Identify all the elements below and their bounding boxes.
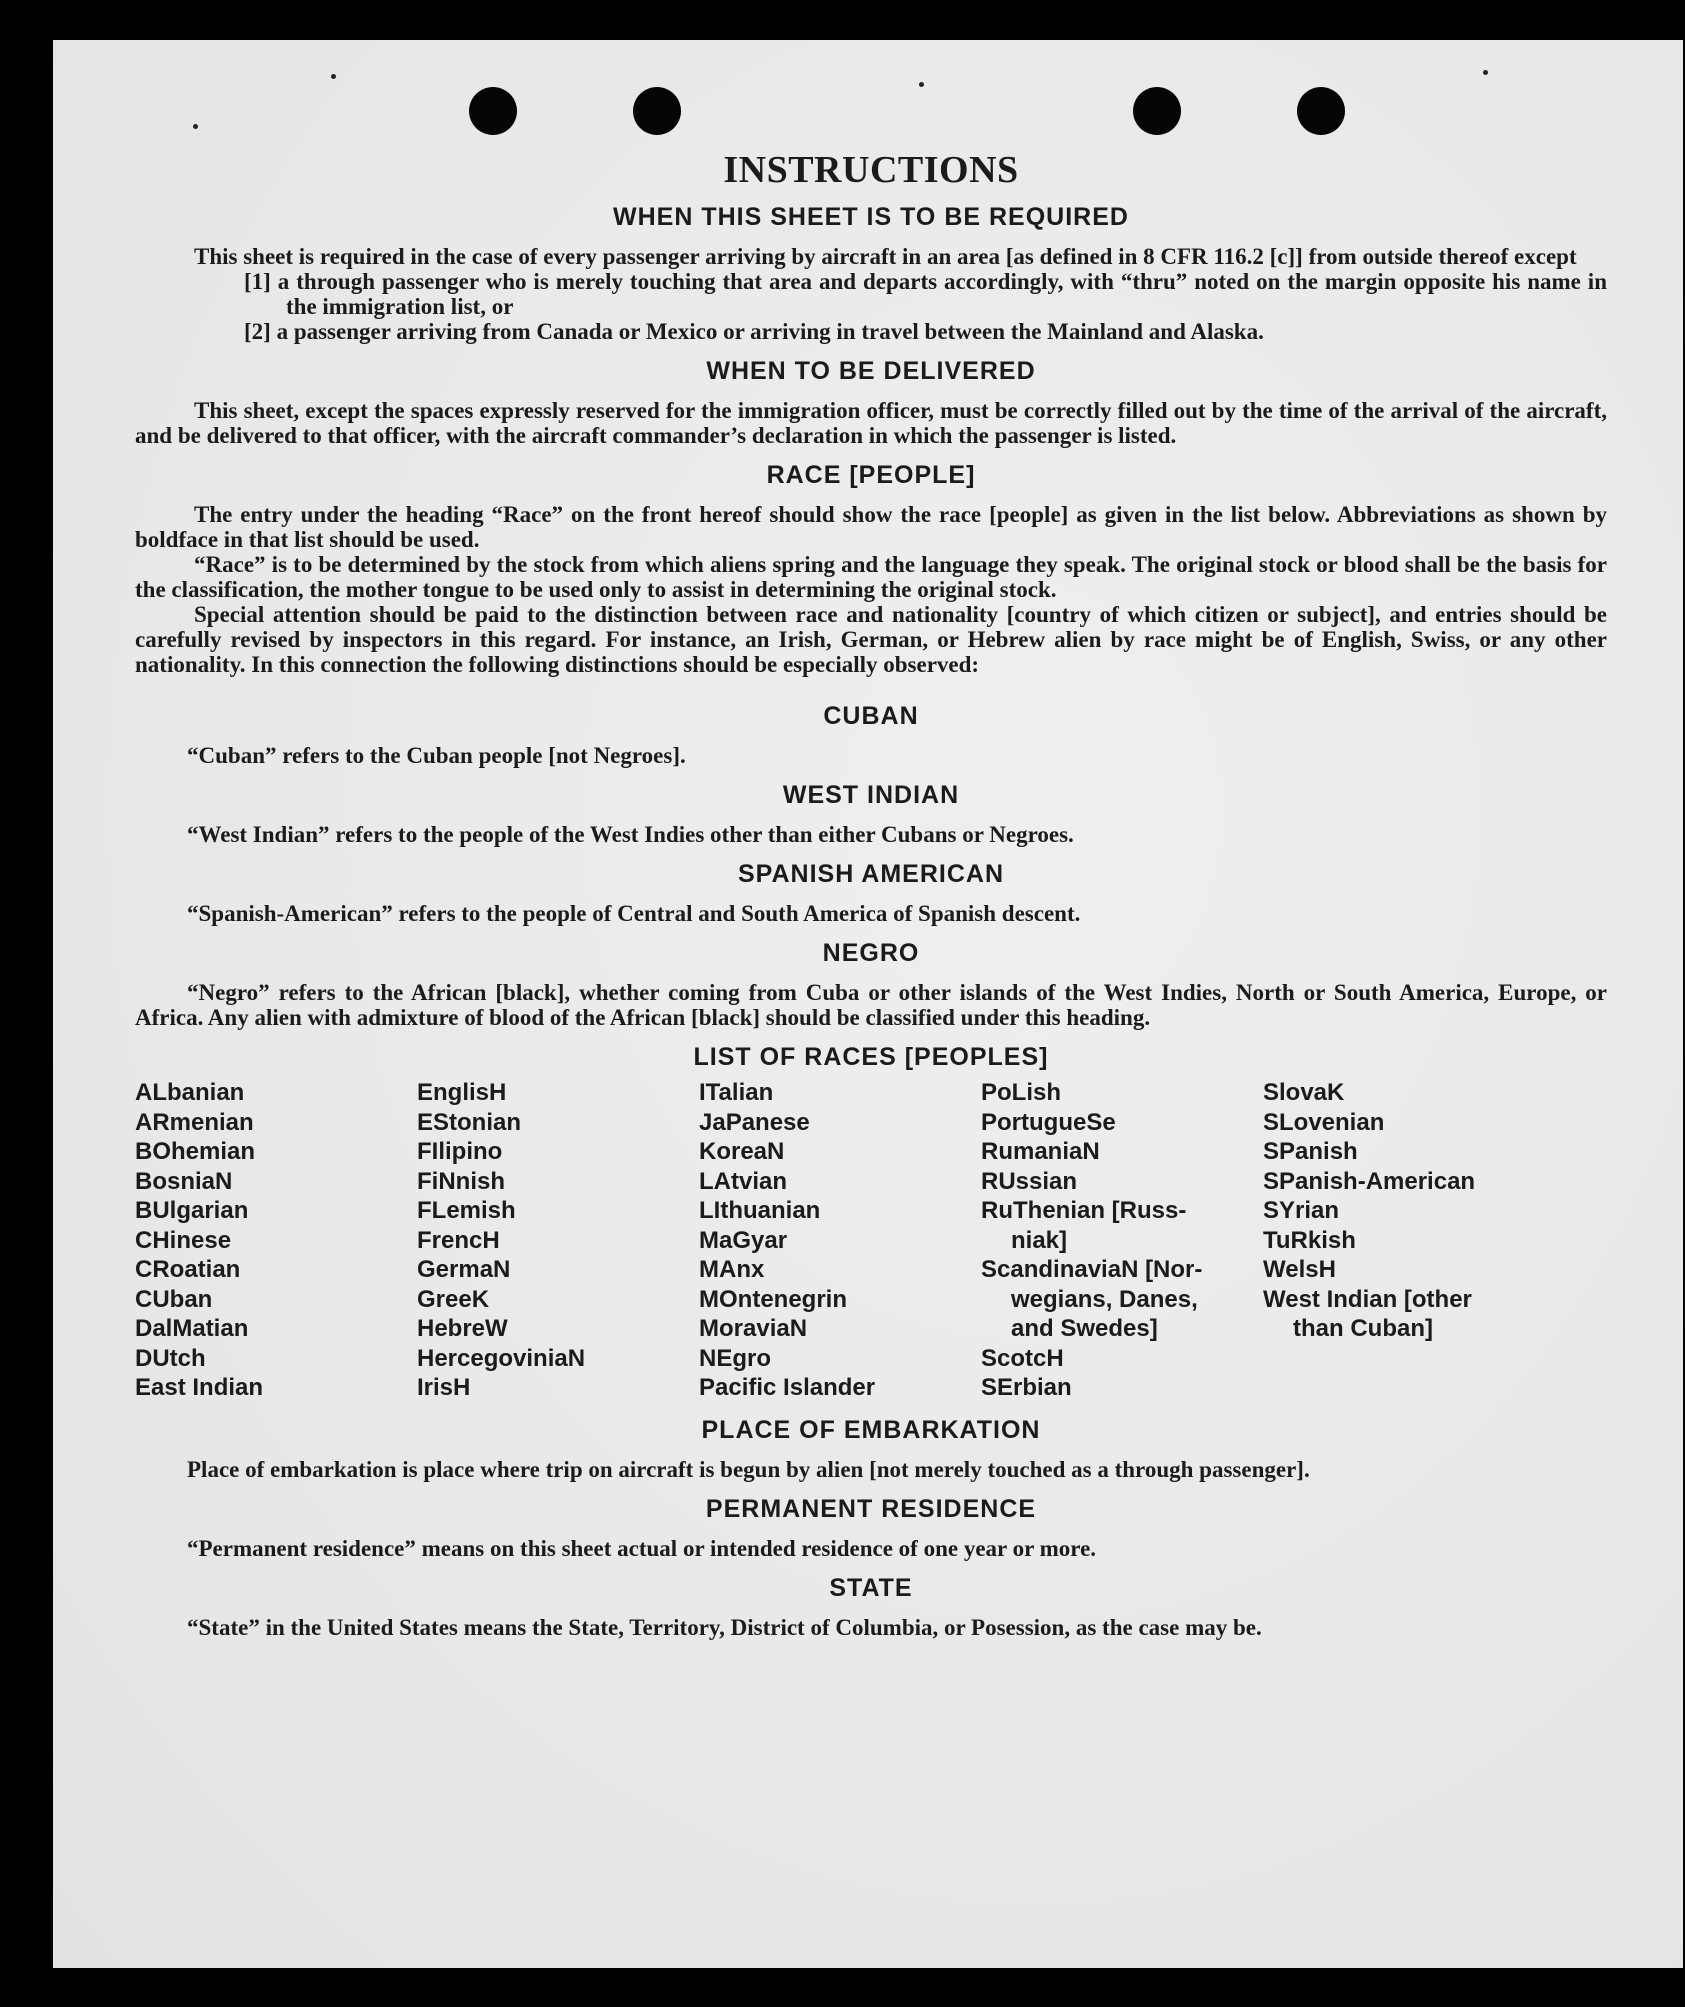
race-item: FiNnish xyxy=(417,1167,505,1195)
heading-embarkation: PLACE OF EMBARKATION xyxy=(701,1415,1041,1444)
punch-hole xyxy=(469,87,517,135)
race-paragraph-1: The entry under the heading “Race” on the front hereof should show the race [people] as given in the list below. Abbreviations as shown by boldface in that list should be used. xyxy=(135,502,1607,552)
heading-list-of-races: LIST OF RACES [PEOPLES] xyxy=(693,1043,1049,1071)
race-item: East Indian xyxy=(135,1374,264,1401)
race-item: wegians, Danes, xyxy=(1011,1285,1198,1313)
race-item: ARmenian xyxy=(135,1108,254,1136)
race-item: BUlgarian xyxy=(135,1197,249,1224)
west-indian-text: “West Indian” refers to the people of the West Indies other than either Cubans or Negroes. xyxy=(187,822,1074,847)
delivered-text: This sheet, except the spaces expressly reserved for the immigration officer, must be correctly filled out by the time of the arrival of the aircraft, and be delivered to that officer, with the aircraft commander’s declaration in which the passenger is listed. xyxy=(135,398,1607,448)
heading-west-indian: WEST INDIAN xyxy=(782,781,960,809)
race-item: Pacific Islander xyxy=(699,1374,876,1401)
state-text: “State” in the United States means the State, Territory, District of Columbia, or Posession, as the case may be. xyxy=(187,1614,1262,1640)
race-item: ScotcH xyxy=(981,1344,1064,1372)
race-item: GermaN xyxy=(417,1256,511,1283)
paper-speck xyxy=(1483,70,1488,75)
document-page xyxy=(53,40,1683,1968)
heading-spanish-american: SPANISH AMERICAN xyxy=(737,860,1004,888)
cuban-text: “Cuban” refers to the Cuban people [not Negroes]. xyxy=(187,743,686,768)
race-item: LIthuanian xyxy=(699,1197,821,1224)
page-title: INSTRUCTIONS xyxy=(723,149,1019,191)
race-item: PoLish xyxy=(981,1079,1062,1106)
race-item: CHinese xyxy=(135,1226,232,1254)
race-item: EnglisH xyxy=(417,1079,507,1106)
race-item: CUban xyxy=(135,1285,213,1313)
race-item: West Indian [other xyxy=(1263,1285,1472,1313)
race-item: MoraviaN xyxy=(699,1315,808,1342)
punch-hole xyxy=(1297,87,1345,135)
race-item: IrisH xyxy=(417,1374,471,1401)
race-item: TuRkish xyxy=(1263,1226,1356,1254)
punch-hole xyxy=(1133,87,1181,135)
race-item: RUssian xyxy=(981,1167,1078,1195)
negro-text: “Negro” refers to the African [black], whether coming from Cuba or other islands of the West Indies, North or South America, Europe, or Africa. Any alien with admixture of blood of the African [black] should be classified under this heading. xyxy=(135,980,1607,1030)
paper-speck xyxy=(331,74,336,79)
required-item-2: [2] a passenger arriving from Canada or Mexico or arriving in travel between the Mainland and Alaska. xyxy=(244,319,1264,344)
race-paragraph-2: “Race” is to be determined by the stock from which aliens spring and the language they speak. The original stock or blood shall be the basis for the classification, the mother tongue to be used only to assist in determining the original stock. xyxy=(135,552,1607,602)
race-item: SYrian xyxy=(1263,1197,1340,1224)
race-item: MaGyar xyxy=(699,1226,788,1254)
race-item: NEgro xyxy=(699,1344,771,1372)
race-column-2 xyxy=(417,1078,699,1403)
race-column-3 xyxy=(699,1078,981,1403)
race-list xyxy=(135,1078,1607,1403)
required-item-1: [1] a through passenger who is merely touching that area and departs accordingly, with “thru” noted on the margin opposite his name in the immigration list, or xyxy=(244,269,1607,319)
residence-text: “Permanent residence” means on this sheet actual or intended residence of one year or more. xyxy=(187,1535,1097,1561)
race-item: ALbanian xyxy=(135,1079,245,1106)
race-item: MOntenegrin xyxy=(699,1285,847,1313)
heading-when-required: WHEN THIS SHEET IS TO BE REQUIRED xyxy=(613,203,1129,231)
heading-state: STATE xyxy=(829,1573,913,1602)
race-item: WelsH xyxy=(1263,1256,1336,1283)
embarkation-text: Place of embarkation is place where trip on aircraft is begun by alien [not merely touched as a through passenger]. xyxy=(187,1456,1310,1482)
spanish-american-text: “Spanish-American” refers to the people of Central and South America of Spanish descent. xyxy=(187,901,1081,926)
heading-negro: NEGRO xyxy=(822,939,920,967)
race-item: SErbian xyxy=(981,1374,1072,1401)
race-item: JaPanese xyxy=(699,1108,810,1136)
race-item: EStonian xyxy=(417,1108,522,1136)
race-item: BOhemian xyxy=(135,1138,256,1165)
race-item: DUtch xyxy=(135,1344,206,1372)
race-item: MAnx xyxy=(699,1256,765,1283)
race-item: HercegoviniaN xyxy=(417,1344,586,1372)
heading-cuban: CUBAN xyxy=(823,702,919,730)
paper-speck xyxy=(919,82,924,87)
race-item: than Cuban] xyxy=(1293,1315,1433,1342)
race-paragraph-3: Special attention should be paid to the distinction between race and nationality [country of which citizen or subject], and entries should be carefully revised by inspectors in this regard. For instance, an Irish, German, or Hebrew alien by race might be of English, Swiss, or any other nationality. In this connection the following distinctions should be especially observed: xyxy=(135,602,1607,677)
race-column-5 xyxy=(1263,1078,1563,1403)
race-item: HebreW xyxy=(417,1315,508,1342)
race-item: KoreaN xyxy=(699,1138,785,1165)
heading-when-delivered: WHEN TO BE DELIVERED xyxy=(706,357,1036,385)
race-item: FIlipino xyxy=(417,1138,503,1165)
race-item: DalMatian xyxy=(135,1315,249,1342)
race-item: CRoatian xyxy=(135,1256,241,1283)
race-item: GreeK xyxy=(417,1285,490,1313)
race-item: FLemish xyxy=(417,1197,516,1224)
race-item: SPanish xyxy=(1263,1138,1358,1165)
race-item: SlovaK xyxy=(1263,1079,1345,1106)
heading-race: RACE [PEOPLE] xyxy=(766,461,976,489)
race-item: BosniaN xyxy=(135,1167,233,1195)
race-item: PortugueSe xyxy=(981,1108,1116,1136)
race-item: LAtvian xyxy=(699,1167,788,1195)
race-item: ScandinaviaN [Nor- xyxy=(981,1256,1203,1283)
race-item: niak] xyxy=(1011,1226,1068,1254)
race-item: FrencH xyxy=(417,1226,500,1254)
race-item: RuThenian [Russ- xyxy=(981,1197,1187,1224)
race-item: and Swedes] xyxy=(1011,1315,1158,1342)
paper-speck xyxy=(193,124,198,129)
instructions-body xyxy=(135,148,1607,1640)
heading-permanent-residence: PERMANENT RESIDENCE xyxy=(705,1494,1037,1523)
race-column-1 xyxy=(135,1078,417,1403)
race-item: SPanish-American xyxy=(1263,1167,1476,1195)
race-item: SLovenian xyxy=(1263,1108,1385,1136)
punch-hole xyxy=(633,87,681,135)
race-item: RumaniaN xyxy=(981,1138,1100,1165)
required-intro: This sheet is required in the case of every passenger arriving by aircraft in an area [as defined in 8 CFR 116.2 [c]] from outside thereof except xyxy=(194,244,1577,269)
race-column-4 xyxy=(981,1078,1263,1403)
race-item: ITalian xyxy=(699,1079,774,1106)
